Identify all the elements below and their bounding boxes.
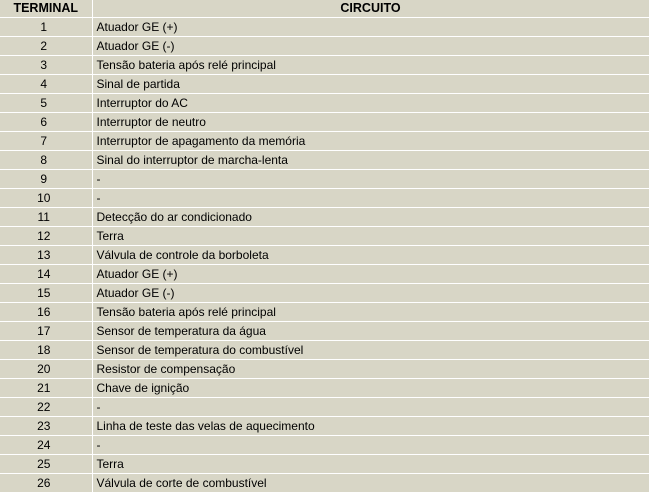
terminal-cell: 8 [0,151,92,170]
circuit-cell: Detecção do ar condicionado [92,208,649,227]
terminal-cell: 21 [0,379,92,398]
circuit-cell: Resistor de compensação [92,360,649,379]
circuit-cell: Válvula de corte de combustível [92,474,649,493]
circuit-cell: Atuador GE (-) [92,284,649,303]
table-row [0,341,649,360]
terminal-cell: 4 [0,75,92,94]
table-row [0,379,649,398]
terminal-cell: 18 [0,341,92,360]
terminal-column-header: TERMINAL [0,0,92,18]
circuit-cell: Tensão bateria após relé principal [92,56,649,75]
circuit-cell: Linha de teste das velas de aquecimento [92,417,649,436]
terminal-cell: 26 [0,474,92,493]
terminal-cell: 15 [0,284,92,303]
table-row [0,322,649,341]
terminal-cell: 24 [0,436,92,455]
circuit-cell: Interruptor de neutro [92,113,649,132]
table-row [0,455,649,474]
terminal-cell: 13 [0,246,92,265]
table-row [0,303,649,322]
terminal-cell: 10 [0,189,92,208]
circuit-cell: Tensão bateria após relé principal [92,303,649,322]
table-row [0,151,649,170]
circuit-cell: Válvula de controle da borboleta [92,246,649,265]
table-row [0,75,649,94]
table-row [0,398,649,417]
table-header [0,0,649,18]
terminal-cell: 6 [0,113,92,132]
table-row [0,227,649,246]
table-row [0,37,649,56]
terminal-cell: 2 [0,37,92,56]
circuit-cell: Sinal do interruptor de marcha-lenta [92,151,649,170]
circuit-cell: Atuador GE (+) [92,265,649,284]
table-row [0,113,649,132]
circuit-cell: Interruptor de apagamento da memória [92,132,649,151]
terminal-cell: 12 [0,227,92,246]
terminal-cell: 5 [0,94,92,113]
terminal-cell: 14 [0,265,92,284]
circuit-cell: Chave de ignição [92,379,649,398]
circuit-cell: Sinal de partida [92,75,649,94]
terminal-cell: 20 [0,360,92,379]
circuit-cell: Terra [92,455,649,474]
table-row [0,265,649,284]
circuit-cell: Sensor de temperatura da água [92,322,649,341]
circuit-cell: Interruptor do AC [92,94,649,113]
table-row [0,170,649,189]
table-row [0,132,649,151]
header-row [0,0,649,18]
table-row [0,18,649,37]
table-row [0,208,649,227]
terminal-cell: 1 [0,18,92,37]
circuit-column-header: CIRCUITO [92,0,649,18]
circuit-cell: - [92,436,649,455]
table-row [0,417,649,436]
terminal-cell: 9 [0,170,92,189]
circuit-cell: - [92,398,649,417]
terminal-cell: 23 [0,417,92,436]
circuit-cell: Sensor de temperatura do combustível [92,341,649,360]
table-row [0,94,649,113]
terminal-cell: 3 [0,56,92,75]
circuit-cell: Terra [92,227,649,246]
table-row [0,246,649,265]
terminal-cell: 16 [0,303,92,322]
terminal-cell: 7 [0,132,92,151]
table-row [0,56,649,75]
table-row [0,474,649,493]
table-row [0,360,649,379]
terminal-cell: 22 [0,398,92,417]
circuit-cell: - [92,189,649,208]
table-row [0,284,649,303]
table-row [0,436,649,455]
table-row [0,189,649,208]
terminal-cell: 11 [0,208,92,227]
circuit-cell: - [92,170,649,189]
circuit-cell: Atuador GE (-) [92,37,649,56]
circuit-cell: Atuador GE (+) [92,18,649,37]
terminal-cell: 25 [0,455,92,474]
table-body [0,18,649,493]
terminal-cell: 17 [0,322,92,341]
